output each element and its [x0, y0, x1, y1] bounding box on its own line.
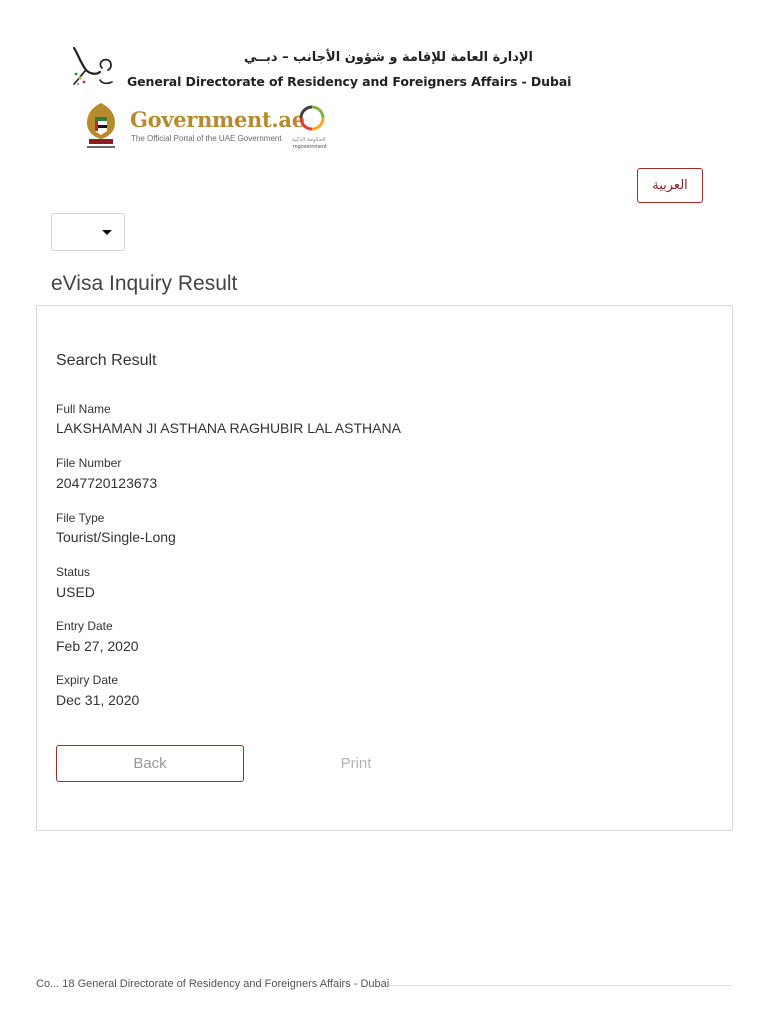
status-label: Status [56, 565, 91, 579]
print-button[interactable]: Print [340, 755, 372, 772]
full-name-label: Full Name [56, 402, 111, 416]
search-result-heading: Search Result [56, 352, 157, 369]
government-ae-tagline: The Official Portal of the UAE Government [131, 134, 282, 143]
mgovernment-arabic-label: الحكومة الذكية [292, 137, 326, 143]
entry-date-value: Feb 27, 2020 [56, 638, 139, 654]
file-type-label: File Type [56, 511, 105, 525]
file-number-value: 2047720123673 [56, 475, 158, 491]
file-type-value: Tourist/Single-Long [56, 529, 176, 545]
uae-emblem-icon [83, 101, 119, 151]
arabic-language-button[interactable]: العربية [637, 168, 703, 203]
page-title: eVisa Inquiry Result [51, 272, 238, 295]
language-dropdown[interactable] [51, 213, 125, 251]
expiry-date-value: Dec 31, 2020 [56, 692, 140, 708]
back-button[interactable]: Back [56, 745, 244, 782]
government-ae-logo-text: Government.ae [130, 107, 305, 132]
expiry-date-label: Expiry Date [56, 673, 119, 687]
status-value: USED [56, 584, 95, 600]
caret-down-icon[interactable] [102, 230, 112, 235]
mgovernment-ring-icon [298, 104, 326, 132]
footer-copyright: Co... 18 General Directorate of Residency and Foreigners Affairs - Dubai [36, 978, 390, 990]
file-number-label: File Number [56, 456, 122, 470]
full-name-value: LAKSHAMAN JI ASTHANA RAGHUBIR LAL ASTHANA [56, 420, 401, 436]
english-org-title: General Directorate of Residency and Foreigners Affairs - Dubai [127, 74, 572, 89]
arabic-org-title: الإدارة العامة للإقامة و شؤون الأجانب – دبــي [244, 50, 533, 65]
entry-date-label: Entry Date [56, 619, 113, 633]
mgovernment-label: mgovernment [293, 144, 327, 150]
gdrfa-falcon-logo [66, 44, 118, 92]
